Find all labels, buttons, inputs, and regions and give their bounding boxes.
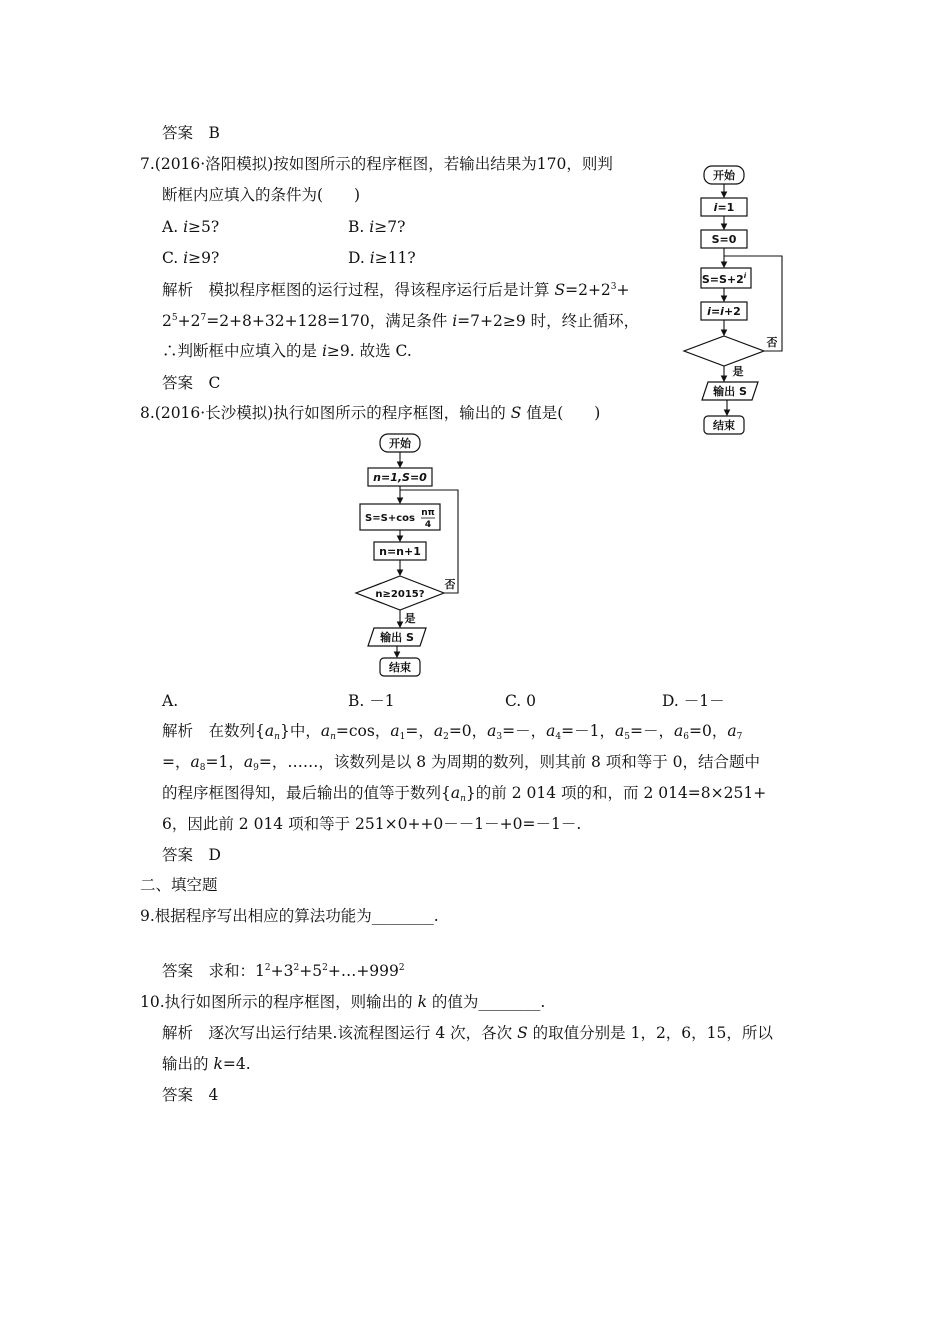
q7-analysis-line3: ∴判断框中应填入的是 i≥9. 故选 C. <box>162 342 412 360</box>
q7-answer: 答案 C <box>162 374 221 392</box>
q7-option-b: B. i≥7? <box>348 218 406 236</box>
q8-option-c: C. 0 <box>505 692 537 710</box>
q8-option-d: D. －1－ <box>662 692 725 710</box>
q7-stem-line1: 7.(2016·洛阳模拟)按如图所示的程序框图，若输出结果为170，则判 <box>140 155 613 173</box>
q7-option-a: A. i≥5? <box>162 218 220 236</box>
q8-cond-label: n≥2015? <box>375 589 425 600</box>
q8-frac-den: 4 <box>424 520 432 530</box>
q6-answer: 答案 B <box>162 124 220 142</box>
q7-yes-label: 是 <box>732 365 744 378</box>
q8-output-label: 输出 S <box>380 631 414 644</box>
q7-no-label: 否 <box>766 336 778 349</box>
q8-frac-num: nπ <box>421 508 435 518</box>
q7-stem-line2: 断框内应填入的条件为( ) <box>162 186 361 204</box>
q7-analysis-line1: 解析 模拟程序框图的运行过程，得该程序运行后是计算 $S=2+2^3+$ <box>162 281 630 299</box>
q10-answer: 答案 4 <box>162 1086 219 1104</box>
q8-answer: 答案 D <box>162 846 221 864</box>
q8-flowchart <box>350 428 470 678</box>
q8-option-a: A. <box>162 692 179 710</box>
q7-start-label: 开始 <box>713 169 735 182</box>
q7-option-c: C. i≥9? <box>162 249 220 267</box>
q7-init-i-label: i=1 <box>713 201 735 214</box>
q7-flowchart <box>680 160 800 440</box>
q8-yes-label: 是 <box>404 612 416 625</box>
q7-option-d: D. i≥11? <box>348 249 416 267</box>
q8-incr-label: n=n+1 <box>379 545 421 558</box>
q10-stem: 10.执行如图所示的程序框图，则输出的 k 的值为________. <box>140 993 546 1011</box>
q7-init-s-label: S=0 <box>711 233 737 246</box>
q10-analysis-line2: 输出的 k=4. <box>162 1055 251 1073</box>
q8-analysis-line2: =，$a_8=1$，$a_9=$，……，该数列是以 8 为周期的数列，则其前 8 项和等于 0，结合题中 <box>162 753 761 773</box>
q8-no-label: 否 <box>444 578 456 591</box>
q8-update-label: S=S+cos <box>365 513 415 524</box>
q7-output-label: 输出 S <box>713 385 747 398</box>
q10-analysis-line1: 解析 逐次写出运行结果.该流程图运行 4 次，各次 S 的取值分别是 1，2，6，15，所以 <box>162 1024 773 1042</box>
q9-stem: 9.根据程序写出相应的算法功能为________. <box>140 907 439 925</box>
q8-analysis-line4: 6，因此前 2 014 项和等于 251×0++0－－1－+0=－1－. <box>162 815 582 833</box>
section-title-fill-in: 二、填空题 <box>140 876 218 894</box>
q8-init-label: n=1,S=0 <box>373 471 427 484</box>
q7-incr-label: i=i+2 <box>707 305 741 318</box>
q7-update-label: $S=S+2^i$ <box>701 272 747 286</box>
q8-option-b: B. －1 <box>348 692 395 710</box>
q7-analysis-line2: $2^5+2^7=2+8+32+128=170$，满足条件 i=7+2≥9 时，终止循环， <box>162 312 640 330</box>
q9-answer: 答案 求和：$1^2+3^2+5^2+\dots+999^2$ <box>162 962 405 980</box>
q7-decision-node <box>684 336 764 366</box>
q8-stem: 8.(2016·长沙模拟)执行如图所示的程序框图，输出的 S 值是( ) <box>140 404 601 422</box>
q8-start-label: 开始 <box>389 437 411 450</box>
q8-analysis-line1: 解析 在数列$\{a_n\}$中，$a_n=\cos$，$a_1=$，$a_2=0$，$a_3=-$，$a_4=-1$，$a_5=-$，$a_6=0$，$a_7$ <box>162 722 743 742</box>
q8-analysis-line3: 的程序框图得知，最后输出的值等于数列$\{a_n\}$的前 2 014 项的和，而 2 014=8×251+ <box>162 784 767 804</box>
q7-end-label: 结束 <box>713 419 735 432</box>
q8-end-label: 结束 <box>389 661 411 674</box>
